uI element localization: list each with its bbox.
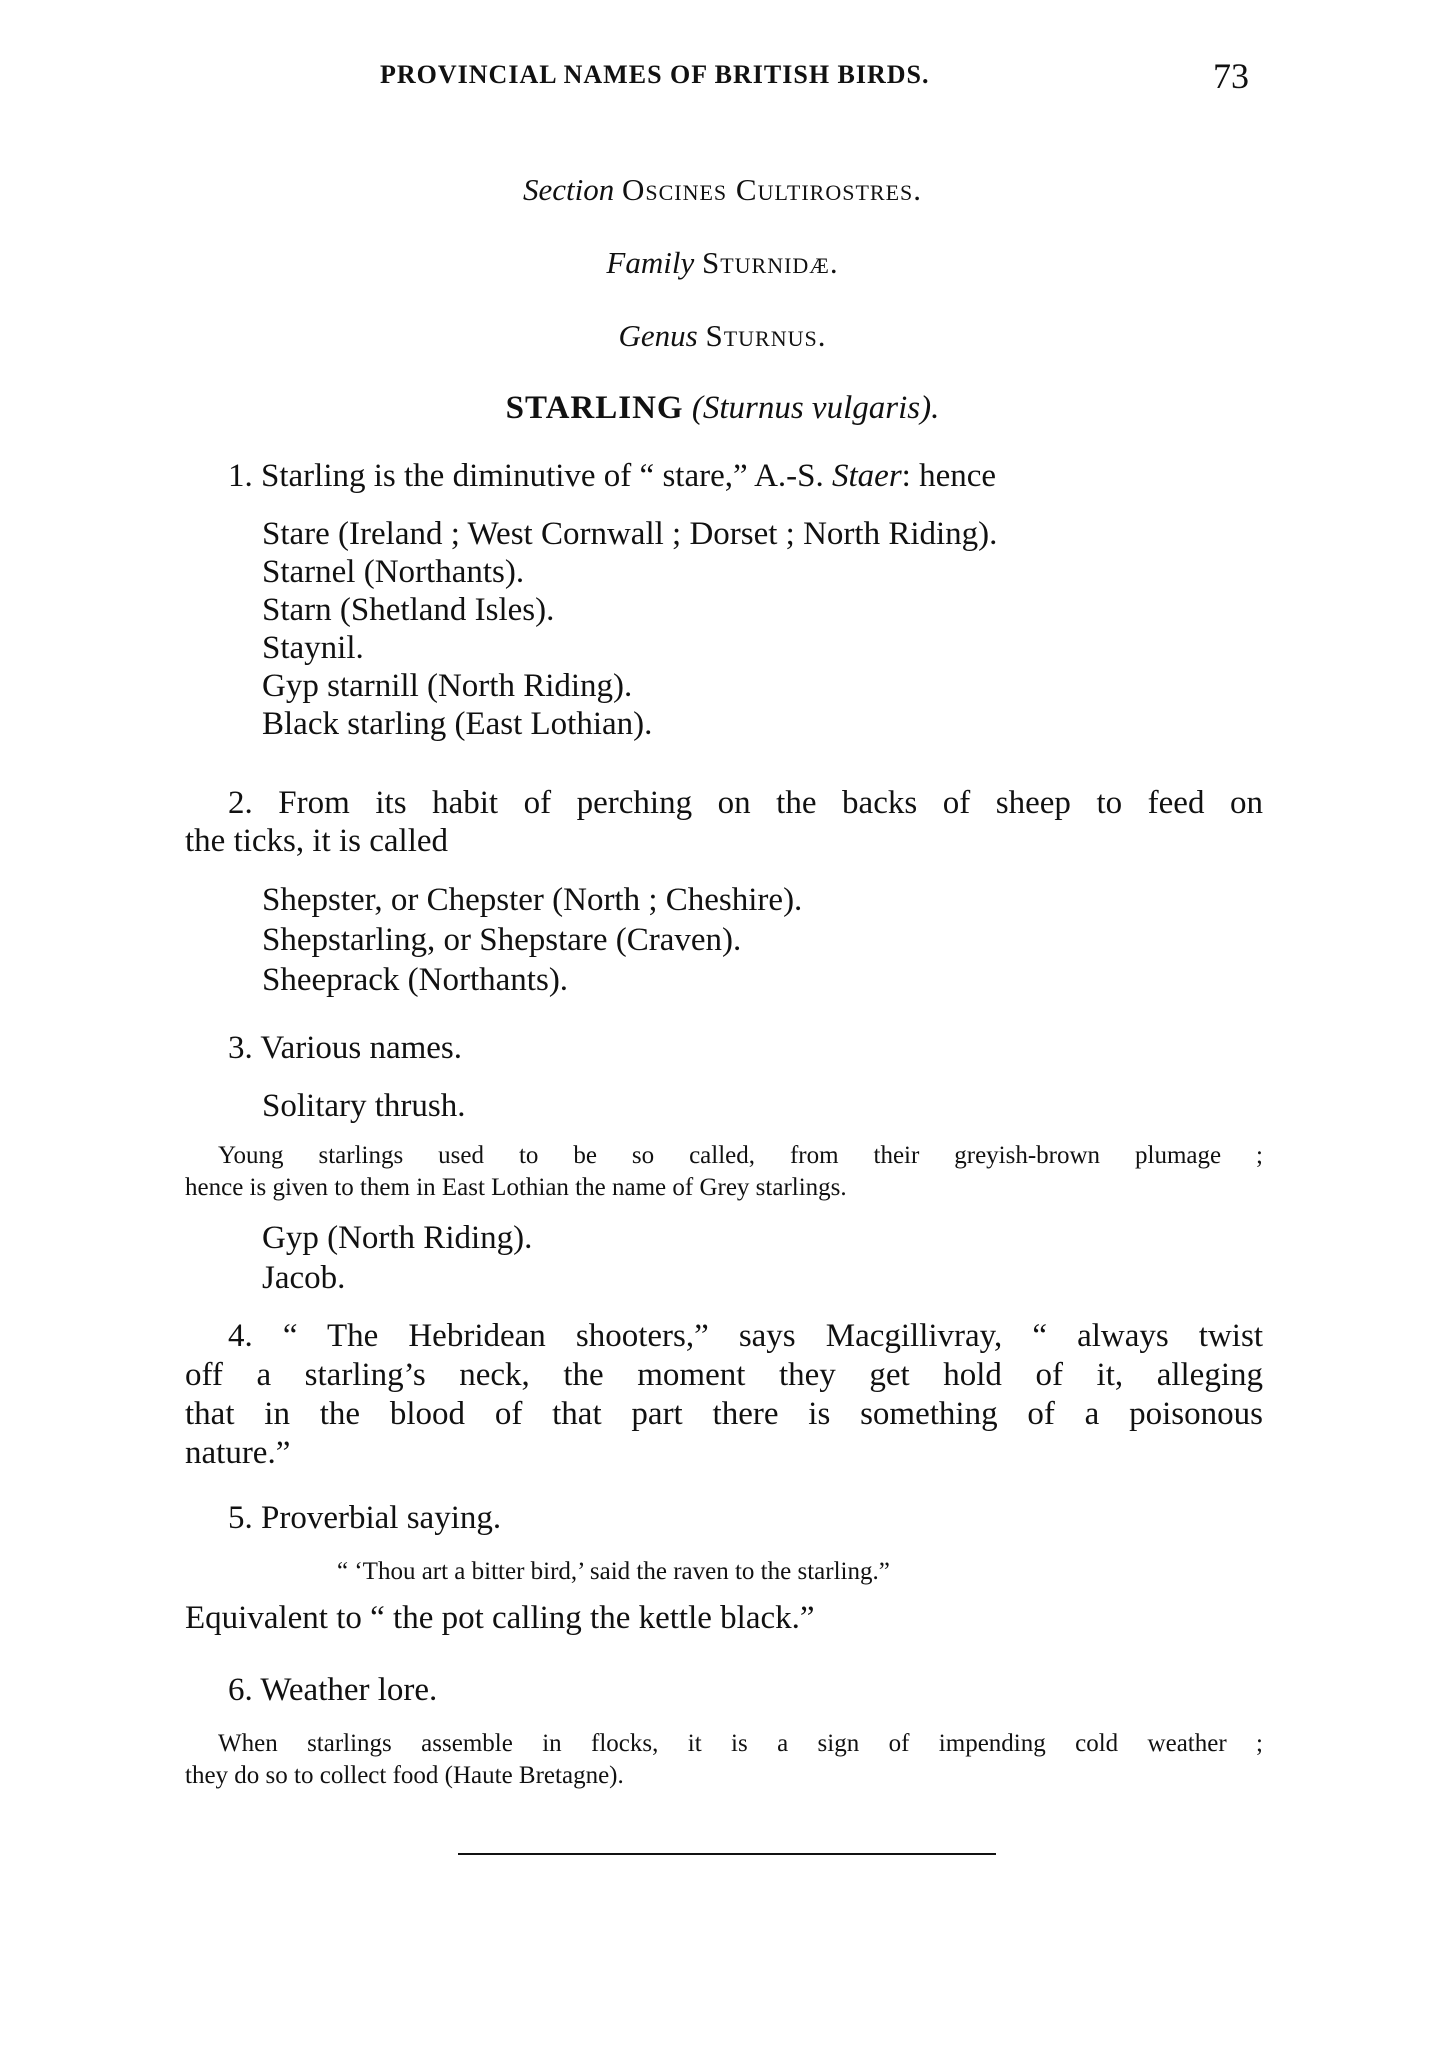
p1-lead-text: 1. Starling is the diminutive of “ stare,” A.-S. (228, 458, 824, 494)
list-item: Stare (Ireland ; West Cornwall ; Dorset ; North Riding). (262, 516, 998, 552)
paragraph-5-heading: 5. Proverbial saying. (228, 1500, 502, 1536)
list-item: Gyp starnill (North Riding). (262, 668, 633, 704)
page-number: 73 (1213, 56, 1249, 96)
proverb-equivalent: Equivalent to “ the pot calling the kettle black.” (185, 1600, 815, 1636)
section-name: Oscines Cultirostres. (621, 172, 922, 207)
weather-line-2: they do so to collect food (Haute Bretagne). (185, 1762, 624, 1789)
list-item: Gyp (North Riding). (262, 1220, 533, 1256)
species-common-name: STARLING (505, 390, 684, 426)
section-label: Section (522, 172, 615, 207)
note-line-1: Young starlings used to be so called, from their greyish-brown plumage ; (218, 1142, 1263, 1169)
paragraph-4-line-3: that in the blood of that part there is something of a poisonous (185, 1396, 1263, 1432)
species-latin-name: (Sturnus vulgaris). (691, 390, 940, 426)
names-list-3 (262, 1218, 532, 1298)
names-list-2 (262, 880, 802, 1000)
proverb-quote: “ ‘Thou art a bitter bird,’ said the raven to the starling.” (337, 1558, 890, 1585)
name-solitary-thrush: Solitary thrush. (262, 1088, 466, 1124)
family-name: Sturnidæ. (701, 245, 839, 280)
genus-heading (0, 318, 1445, 354)
list-item: Jacob. (262, 1260, 346, 1296)
paragraph-2-line-2: the ticks, it is called (185, 823, 449, 859)
p1-tail-text: : hence (901, 458, 997, 494)
family-label: Family (606, 245, 695, 280)
weather-line-1: When starlings assemble in flocks, it is a sign of impending cold weather ; (218, 1730, 1263, 1757)
note-line-2: hence is given to them in East Lothian the name of Grey starlings. (185, 1174, 847, 1201)
list-item: Shepstarling, or Shepstare (Craven). (262, 922, 742, 958)
names-list-1 (262, 515, 997, 743)
paragraph-6-heading: 6. Weather lore. (228, 1672, 438, 1708)
list-item: Black starling (East Lothian). (262, 706, 653, 742)
paragraph-1-lead (228, 458, 996, 495)
closing-rule (458, 1853, 996, 1855)
list-item: Starn (Shetland Isles). (262, 592, 555, 628)
paragraph-2-line-1: 2. From its habit of perching on the backs of sheep to feed on (228, 785, 1263, 821)
paragraph-3-heading: 3. Various names. (228, 1030, 463, 1066)
list-item: Shepster, or Chepster (North ; Cheshire). (262, 882, 803, 918)
p1-italic-word: Staer (832, 458, 902, 494)
paragraph-4-line-1: 4. “ The Hebridean shooters,” says Macgillivray, “ always twist (228, 1318, 1263, 1354)
section-heading (0, 172, 1445, 208)
running-head: PROVINCIAL NAMES OF BRITISH BIRDS. (380, 60, 930, 89)
list-item: Staynil. (262, 630, 364, 666)
genus-label: Genus (618, 318, 698, 353)
family-heading (0, 245, 1445, 281)
list-item: Sheeprack (Northants). (262, 962, 569, 998)
list-item: Starnel (Northants). (262, 554, 525, 590)
species-heading (0, 390, 1445, 427)
paragraph-4-line-2: off a starling’s neck, the moment they get hold of it, alleging (185, 1357, 1263, 1393)
genus-name: Sturnus. (705, 318, 827, 353)
paragraph-4-line-4: nature.” (185, 1435, 291, 1471)
